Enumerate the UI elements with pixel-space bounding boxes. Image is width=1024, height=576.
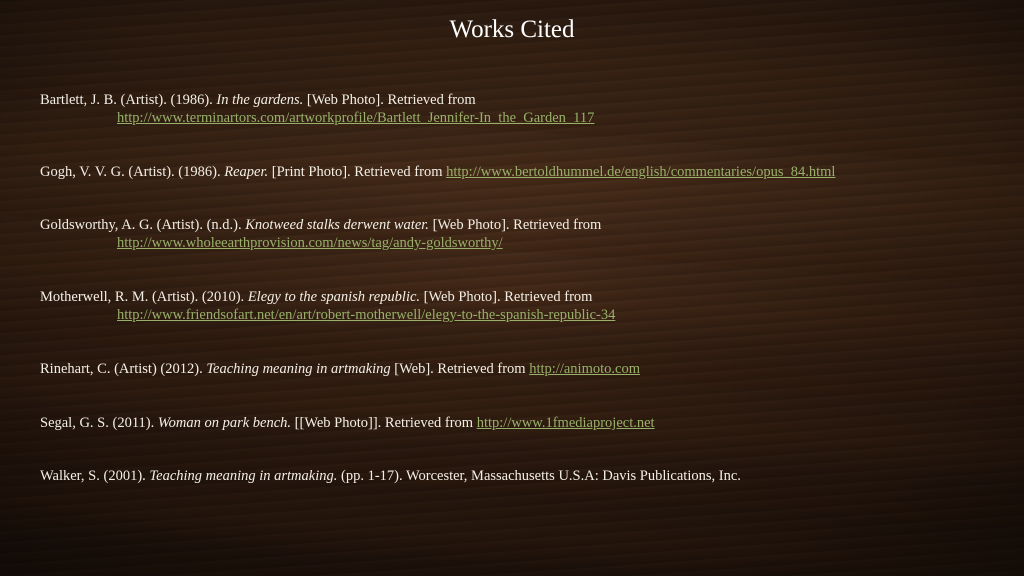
citation-link[interactable]: http://www.bertoldhummel.de/english/commentaries/opus_84.html (446, 164, 836, 180)
citation-work-title: Knotweed stalks derwent water. (245, 217, 429, 233)
citation-text: [Print Photo]. Retrieved from (268, 164, 447, 180)
citation-link[interactable]: http://animoto.com (529, 361, 640, 377)
citation-text: (pp. 1-17). Worcester, Massachusetts U.S.A: Davis Publications, Inc. (337, 468, 741, 484)
citation-text: Motherwell, R. M. (Artist). (2010). (40, 289, 248, 305)
page-title: Works Cited (449, 16, 575, 43)
citation-text: Walker, S. (2001). (40, 468, 150, 484)
citation-walker (40, 467, 1000, 485)
citation-work-title: In the gardens. (216, 92, 304, 108)
citation-goldsworthy (40, 216, 1000, 252)
citation-text: [Web Photo]. Retrieved from (420, 289, 593, 305)
citation-motherwell (40, 288, 1000, 324)
citation-link[interactable]: http://www.friendsofart.net/en/art/robert-motherwell/elegy-to-the-spanish-republic-34 (117, 307, 616, 323)
citation-text: Segal, G. S. (2011). (40, 415, 158, 431)
citation-gogh (40, 163, 1000, 181)
citation-rinehart (40, 360, 1000, 378)
citation-work-title: Teaching meaning in artmaking (206, 361, 391, 377)
citation-work-title: Reaper. (224, 164, 269, 180)
citation-work-title: Teaching meaning in artmaking. (149, 468, 338, 484)
citation-text: [[Web Photo]]. Retrieved from (291, 415, 477, 431)
citation-work-title: Woman on park bench. (157, 415, 292, 431)
citation-link[interactable]: http://www.1fmediaproject.net (476, 415, 655, 431)
citation-bartlett (40, 91, 1000, 127)
citation-text: Goldsworthy, A. G. (Artist). (n.d.). (40, 217, 246, 233)
citation-text: [Web Photo]. Retrieved from (428, 217, 602, 233)
citation-text: Gogh, V. V. G. (Artist). (1986). (40, 164, 225, 180)
citation-text: [Web Photo]. Retrieved from (303, 92, 476, 108)
citation-text: Rinehart, C. (Artist) (2012). (40, 361, 207, 377)
citation-segal (40, 414, 1000, 432)
citation-link[interactable]: http://www.wholeearthprovision.com/news/tag/andy-goldsworthy/ (117, 235, 503, 251)
citation-text: [Web]. Retrieved from (390, 361, 530, 377)
citation-text: Bartlett, J. B. (Artist). (1986). (40, 92, 217, 108)
citation-work-title: Elegy to the spanish republic. (247, 289, 421, 305)
citation-link[interactable]: http://www.terminartors.com/artworkprofile/Bartlett_Jennifer-In_the_Garden_117 (117, 110, 595, 126)
